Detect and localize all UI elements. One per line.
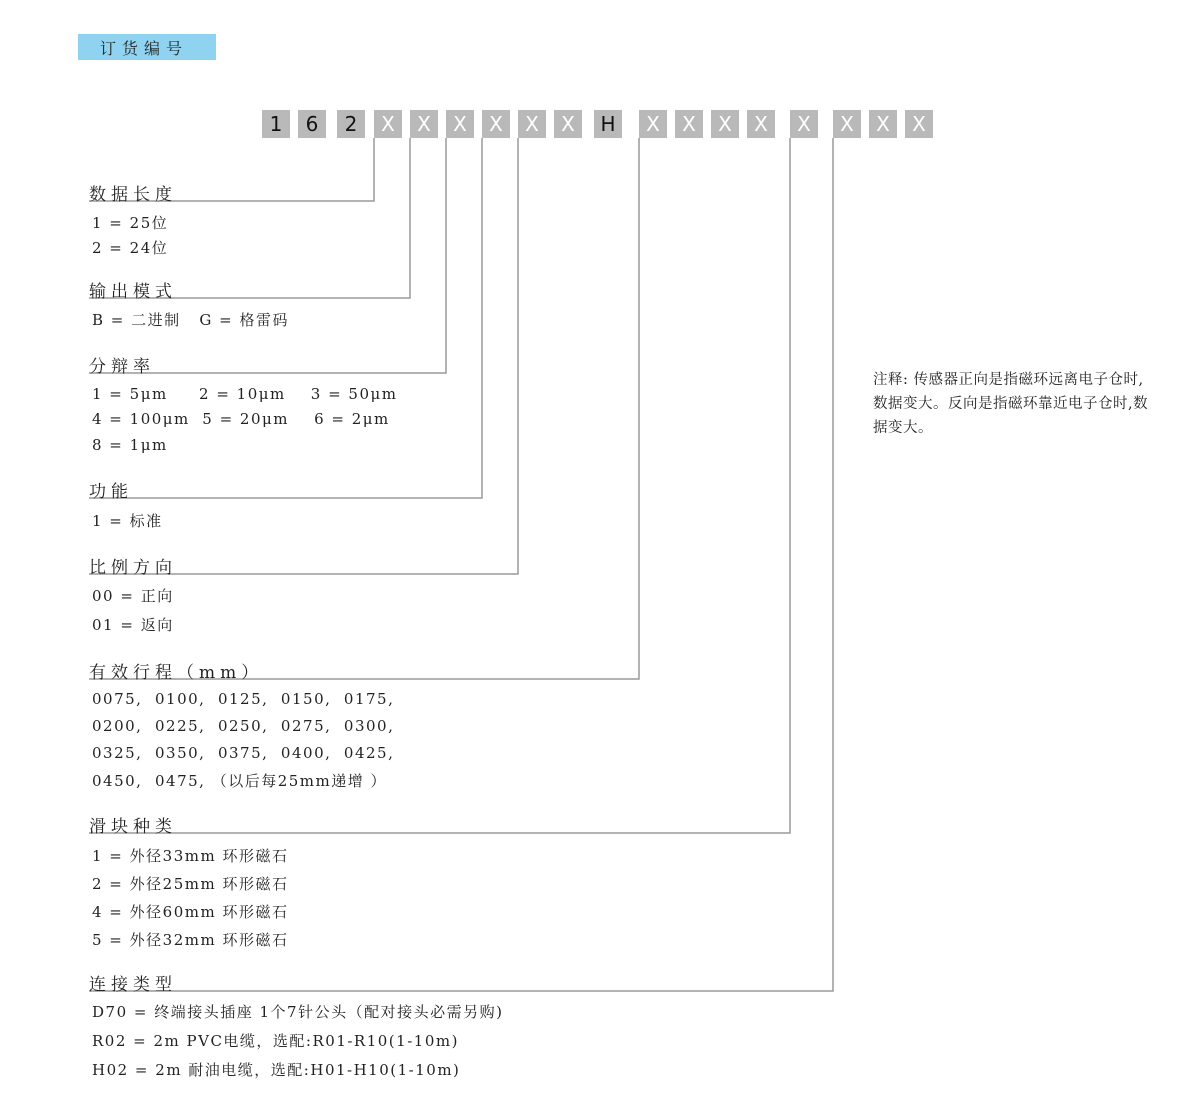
item-direction-2: 01 = 返向 xyxy=(92,616,174,634)
code-placeholder-6: X xyxy=(554,110,582,138)
code-placeholder-9: X xyxy=(711,110,739,138)
item-connection-3: H02 = 2m 耐油电缆，选配:H01-H10(1-10m) xyxy=(92,1061,461,1079)
item-output-mode-1: B = 二进制 G = 格雷码 xyxy=(92,311,290,329)
item-stroke-2: 0200, 0225, 0250, 0275, 0300, xyxy=(92,717,395,735)
heading-resolution: 分辩率 xyxy=(89,357,155,377)
item-slider-3: 4 = 外径60mm 环形磁石 xyxy=(92,903,289,921)
code-placeholder-5: X xyxy=(518,110,546,138)
code-placeholder-10: X xyxy=(747,110,775,138)
heading-function: 功能 xyxy=(89,482,133,502)
heading-direction: 比例方向 xyxy=(89,558,177,578)
heading-output-mode: 输出模式 xyxy=(89,282,177,302)
code-digit-3: 2 xyxy=(337,110,365,138)
item-slider-4: 5 = 外径32mm 环形磁石 xyxy=(92,931,289,949)
code-placeholder-14: X xyxy=(905,110,933,138)
code-placeholder-8: X xyxy=(675,110,703,138)
code-letter-h: H xyxy=(594,110,622,138)
heading-data-length: 数据长度 xyxy=(89,185,177,205)
code-placeholder-13: X xyxy=(869,110,897,138)
item-data-length-2: 2 = 24位 xyxy=(92,239,169,257)
code-placeholder-3: X xyxy=(446,110,474,138)
code-digit-1: 1 xyxy=(262,110,290,138)
item-connection-2: R02 = 2m PVC电缆，选配:R01-R10(1-10m) xyxy=(92,1032,459,1050)
item-direction-1: 00 = 正向 xyxy=(92,587,174,605)
item-slider-1: 1 = 外径33mm 环形磁石 xyxy=(92,847,289,865)
item-resolution-2: 4 = 100μm 5 = 20μm 6 = 2μm xyxy=(92,410,390,428)
code-placeholder-12: X xyxy=(833,110,861,138)
item-data-length-1: 1 = 25位 xyxy=(92,214,169,232)
item-stroke-3: 0325, 0350, 0375, 0400, 0425, xyxy=(92,744,395,762)
order-code-tag: 订货编号 xyxy=(78,34,216,60)
heading-connection: 连接类型 xyxy=(89,975,177,995)
code-placeholder-2: X xyxy=(410,110,438,138)
item-connection-1: D70 = 终端接头插座 1个7针公头（配对接头必需另购) xyxy=(92,1003,504,1021)
heading-stroke: 有效行程（mm） xyxy=(89,663,264,683)
code-placeholder-4: X xyxy=(482,110,510,138)
item-stroke-1: 0075, 0100, 0125, 0150, 0175, xyxy=(92,690,395,708)
code-placeholder-7: X xyxy=(639,110,667,138)
item-slider-2: 2 = 外径25mm 环形磁石 xyxy=(92,875,289,893)
item-stroke-4: 0450, 0475, （以后每25mm递增 ） xyxy=(92,772,387,790)
code-placeholder-1: X xyxy=(374,110,402,138)
code-placeholder-11: X xyxy=(790,110,818,138)
item-resolution-1: 1 = 5μm 2 = 10μm 3 = 50μm xyxy=(92,385,398,403)
heading-slider: 滑块种类 xyxy=(89,817,177,837)
item-resolution-3: 8 = 1μm xyxy=(92,436,168,454)
direction-note: 注释: 传感器正向是指磁环远离电子仓时,数据变大。反向是指磁环靠近电子仓时,数据变大。 xyxy=(873,372,1149,436)
item-function-1: 1 = 标准 xyxy=(92,512,163,530)
code-digit-2: 6 xyxy=(298,110,326,138)
